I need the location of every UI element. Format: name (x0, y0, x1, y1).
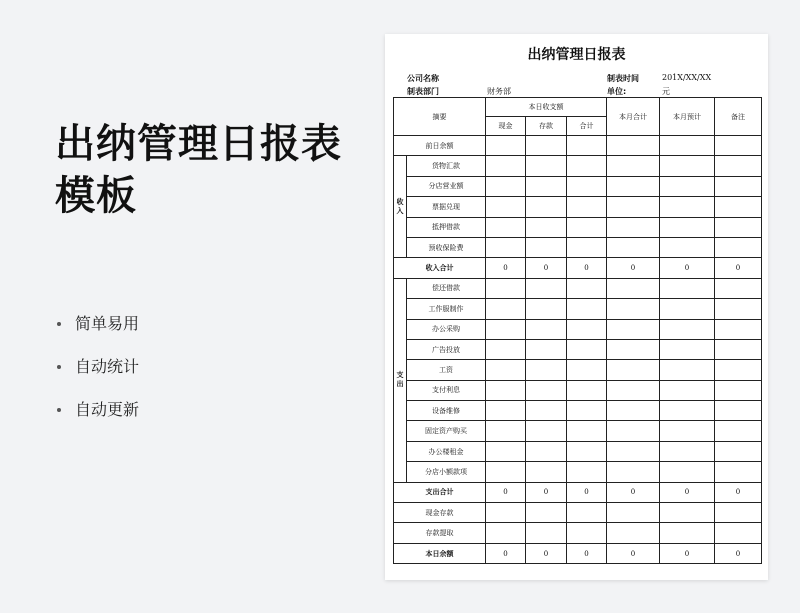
table-cell (567, 523, 607, 543)
table-row (394, 197, 762, 217)
header-subtotal: 合计 (567, 117, 607, 136)
value-cell: 0 (715, 543, 762, 563)
table-cell (526, 523, 567, 543)
table-cell (607, 380, 660, 400)
today-balance-label: 本日余额 (394, 543, 486, 563)
table-row (394, 503, 762, 523)
value-cell: 0 (526, 258, 567, 278)
table-cell (526, 380, 567, 400)
table-row (394, 482, 762, 502)
expense-group-label: 支 出 (394, 278, 407, 482)
table-row (394, 441, 762, 461)
table-cell (486, 197, 526, 217)
table-cell (660, 237, 715, 257)
value-cell: 0 (607, 482, 660, 502)
date-label: 制表时间 (607, 74, 639, 83)
bullet-icon (57, 322, 61, 326)
table-cell (660, 380, 715, 400)
value-cell: 0 (607, 258, 660, 278)
date-value: 201X/XX/XX (662, 73, 712, 82)
hero-title-line2: 模板 (55, 173, 137, 219)
table-cell (567, 360, 607, 380)
value-cell: 0 (715, 258, 762, 278)
table-cell (486, 217, 526, 237)
unit-label: 单位: (607, 87, 627, 96)
table-cell (567, 421, 607, 441)
value-cell: 0 (567, 258, 607, 278)
table-cell (715, 156, 762, 176)
table-cell (526, 217, 567, 237)
table-cell (607, 156, 660, 176)
table-cell (486, 299, 526, 319)
header-summary: 摘要 (394, 98, 486, 136)
income-group-label: 收 入 (394, 156, 407, 258)
table-cell (567, 217, 607, 237)
table-cell (486, 156, 526, 176)
expense-item-label: 设备维修 (407, 401, 486, 421)
table-cell (526, 360, 567, 380)
table-cell (715, 421, 762, 441)
value-cell: 0 (526, 482, 567, 502)
table-cell (486, 462, 526, 482)
table-cell (607, 503, 660, 523)
table-cell (715, 197, 762, 217)
value-cell: 0 (486, 482, 526, 502)
table-row (394, 278, 762, 298)
value-cell: 0 (715, 482, 762, 502)
table-cell (660, 462, 715, 482)
table-cell (715, 299, 762, 319)
table-cell (660, 299, 715, 319)
table-cell (526, 176, 567, 196)
table-cell (715, 176, 762, 196)
table-cell (567, 156, 607, 176)
feature-item: 自动更新 (57, 399, 139, 421)
table-cell (607, 197, 660, 217)
hero (55, 118, 375, 222)
table-cell (526, 278, 567, 298)
header-notes: 备注 (715, 98, 762, 136)
table-row (394, 156, 762, 176)
table-cell (567, 380, 607, 400)
income-item-label: 预收保险费 (407, 237, 486, 257)
table-cell (607, 299, 660, 319)
table-cell (526, 421, 567, 441)
table-cell (660, 523, 715, 543)
table-cell (607, 339, 660, 359)
expense-item-label: 工资 (407, 360, 486, 380)
table-cell (715, 360, 762, 380)
income-item-label: 票据兑现 (407, 197, 486, 217)
table-cell (486, 176, 526, 196)
header-daily: 本日收支额 (486, 98, 607, 117)
value-cell: 0 (567, 482, 607, 502)
table-row (394, 176, 762, 196)
table-cell (715, 441, 762, 461)
table-cell (715, 278, 762, 298)
table-cell (526, 197, 567, 217)
table-cell (607, 237, 660, 257)
table-cell (567, 136, 607, 156)
table-cell (567, 319, 607, 339)
header-deposit: 存款 (526, 117, 567, 136)
table-cell (607, 441, 660, 461)
table-cell (486, 380, 526, 400)
unit-value: 元 (662, 87, 670, 96)
table-row (394, 237, 762, 257)
header-cash: 现金 (486, 117, 526, 136)
table-cell (567, 176, 607, 196)
table-cell (486, 136, 526, 156)
table-cell (486, 401, 526, 421)
value-cell: 0 (660, 482, 715, 502)
table-cell (660, 136, 715, 156)
expense-total-label: 支出合计 (394, 482, 486, 502)
table-cell (486, 278, 526, 298)
table-cell (486, 503, 526, 523)
expense-item-label: 办公采购 (407, 319, 486, 339)
expense-item-label: 办公楼租金 (407, 441, 486, 461)
report-sheet (385, 34, 768, 580)
value-cell: 0 (486, 543, 526, 563)
table-cell (567, 401, 607, 421)
table-cell (715, 462, 762, 482)
table-cell (715, 503, 762, 523)
table-row (394, 462, 762, 482)
table-cell (660, 278, 715, 298)
table-cell (715, 237, 762, 257)
table-cell (607, 176, 660, 196)
table-cell (660, 441, 715, 461)
table-cell (486, 339, 526, 359)
table-cell (715, 523, 762, 543)
table-cell (567, 278, 607, 298)
table-cell (607, 523, 660, 543)
table-row (394, 543, 762, 563)
header-month-budget: 本月预计 (660, 98, 715, 136)
table-cell (607, 462, 660, 482)
table-cell (526, 339, 567, 359)
feature-item: 自动统计 (57, 356, 139, 378)
table-cell (486, 441, 526, 461)
table-cell (526, 441, 567, 461)
table-cell (715, 217, 762, 237)
value-cell: 0 (486, 258, 526, 278)
table-row (394, 319, 762, 339)
table-cell (607, 401, 660, 421)
income-total-label: 收入合计 (394, 258, 486, 278)
value-cell: 0 (526, 543, 567, 563)
dept-label: 制表部门 (407, 87, 439, 96)
table-cell (715, 319, 762, 339)
cash-deposit-label: 现金存款 (394, 503, 486, 523)
expense-item-label: 广告投放 (407, 339, 486, 359)
table-cell (526, 462, 567, 482)
table-cell (607, 319, 660, 339)
table-row (394, 523, 762, 543)
table-row (394, 401, 762, 421)
table-cell (526, 299, 567, 319)
table-cell (715, 136, 762, 156)
bullet-icon (57, 365, 61, 369)
table-cell (660, 319, 715, 339)
table-cell (715, 380, 762, 400)
prev-balance-label: 前日余额 (394, 136, 486, 156)
table-cell (486, 421, 526, 441)
expense-item-label: 支付利息 (407, 380, 486, 400)
report-table (393, 97, 762, 564)
value-cell: 0 (607, 543, 660, 563)
table-cell (526, 319, 567, 339)
sheet-title: 出纳管理日报表 (527, 47, 626, 63)
table-cell (660, 176, 715, 196)
expense-item-label: 偿还借款 (407, 278, 486, 298)
table-cell (660, 197, 715, 217)
table-row (394, 258, 762, 278)
table-cell (660, 360, 715, 380)
table-cell (660, 503, 715, 523)
table-cell (715, 401, 762, 421)
table-cell (607, 136, 660, 156)
table-row (394, 299, 762, 319)
table-cell (567, 197, 607, 217)
income-item-label: 分店营业额 (407, 176, 486, 196)
hero-title-line1: 出纳管理日报表 (55, 121, 342, 167)
table-cell (607, 360, 660, 380)
table-cell (486, 523, 526, 543)
header-month-total: 本月合计 (607, 98, 660, 136)
feature-list (57, 313, 139, 442)
expense-item-label: 固定资产购买 (407, 421, 486, 441)
table-row (394, 421, 762, 441)
table-cell (567, 299, 607, 319)
table-cell (486, 237, 526, 257)
bullet-icon (57, 408, 61, 412)
value-cell: 0 (660, 258, 715, 278)
table-cell (567, 237, 607, 257)
deposit-withdraw-label: 存款提取 (394, 523, 486, 543)
table-cell (607, 421, 660, 441)
income-item-label: 货物汇款 (407, 156, 486, 176)
table-row (394, 136, 762, 156)
table-cell (567, 503, 607, 523)
table-cell (660, 156, 715, 176)
value-cell: 0 (567, 543, 607, 563)
table-cell (486, 319, 526, 339)
table-cell (567, 462, 607, 482)
table-row (394, 339, 762, 359)
table-cell (660, 421, 715, 441)
table-cell (660, 401, 715, 421)
expense-item-label: 分店小额款项 (407, 462, 486, 482)
table-cell (526, 156, 567, 176)
expense-item-label: 工作服制作 (407, 299, 486, 319)
table-cell (715, 339, 762, 359)
table-cell (526, 401, 567, 421)
dept-value: 财务部 (487, 87, 511, 96)
table-cell (660, 217, 715, 237)
table-cell (526, 503, 567, 523)
income-item-label: 抵押借款 (407, 217, 486, 237)
table-cell (567, 339, 607, 359)
value-cell: 0 (660, 543, 715, 563)
feature-item: 简单易用 (57, 313, 139, 335)
table-cell (526, 237, 567, 257)
table-row (394, 217, 762, 237)
table-cell (526, 136, 567, 156)
company-label: 公司名称 (407, 74, 439, 83)
table-cell (660, 339, 715, 359)
table-row (394, 380, 762, 400)
table-cell (486, 360, 526, 380)
table-cell (607, 217, 660, 237)
table-row (394, 360, 762, 380)
table-cell (607, 278, 660, 298)
table-cell (567, 441, 607, 461)
